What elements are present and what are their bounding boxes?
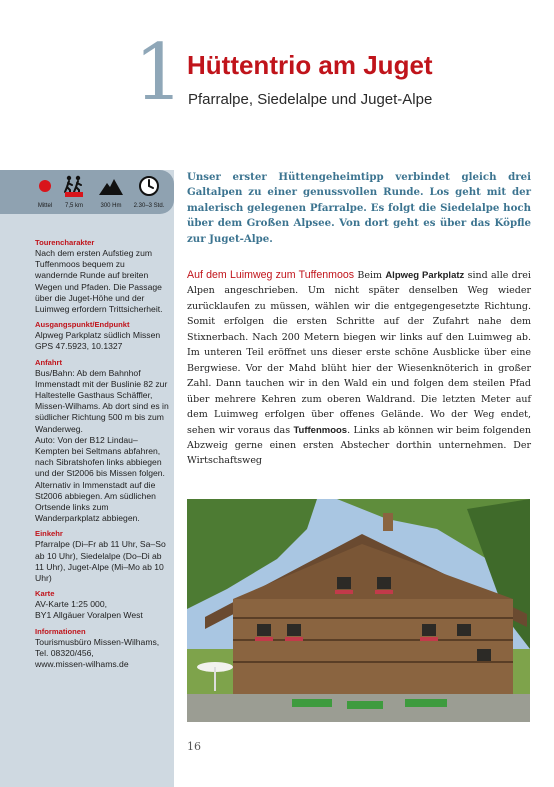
section-text: Nach dem ersten Aufstieg zum Tuffenmoos bequem zu wandernde Runde auf breiten Wegen und Pfaden. Die Passage über die Juget-Höhe und der Luimweg erfordern Trittsicherheit.: [35, 248, 163, 315]
info-line: Tourismusbüro Missen-Wilhams, Tel. 08320/456,: [35, 636, 160, 658]
chapter-number: 1: [134, 28, 184, 118]
section-heading: Einkehr: [35, 529, 63, 539]
arrival-bus-text: Bus/Bahn: Ab dem Bahnhof Immenstadt mit der Buslinie 82 zur Haltestelle Gasthaus Schäffler, Missen-Wilhams. Ab dort sind es in südlicher Richtung 500 m bis zum Wanderweg.: [35, 367, 169, 434]
page-number: 16: [187, 740, 201, 753]
tour-stats-bar: [0, 170, 174, 214]
info-website: www.missen-wilhams.de: [35, 659, 129, 670]
map-line: BY1 Allgäuer Voralpen West: [35, 610, 143, 621]
body-text: . Links ab können wir beim folgenden Abzweig gerne einen ersten Abstecher dorthin unternehmen. Der Wirtschaftsweg: [187, 424, 531, 467]
page-subtitle: Pfarralpe, Siedelalpe und Juget-Alpe: [188, 91, 433, 108]
section-info: [35, 626, 169, 671]
section-start-point: [35, 319, 169, 352]
stat-label: 7,5 km: [64, 203, 83, 209]
hikers-distance-icon: [62, 175, 86, 197]
page-title: Hüttentrio am Juget: [187, 50, 433, 80]
section-arrival: [35, 357, 169, 525]
body-text: Beim: [354, 270, 386, 281]
section-heading: Karte: [35, 589, 55, 599]
map-line: AV-Karte 1:25 000,: [35, 599, 107, 610]
section-heading: Anfahrt: [35, 357, 62, 367]
clock-icon: [138, 175, 160, 197]
body-paragraph: [187, 268, 531, 469]
stat-label: Mittel: [37, 203, 53, 209]
section-lead: Auf dem Luimweg zum Tuffenmoos: [187, 269, 355, 281]
stat-label: 300 Hm: [100, 203, 122, 209]
stat-label: 2.30–3 Std.: [133, 203, 165, 209]
section-map: [35, 588, 169, 621]
gps-coordinates: GPS 47.5923, 10.1327: [35, 341, 123, 352]
tour-facts: [35, 237, 169, 674]
section-text: Alpweg Parkplatz südlich Missen: [35, 330, 161, 341]
section-tour-character: [35, 237, 169, 315]
section-food: [35, 528, 169, 584]
stat-distance: [54, 174, 94, 210]
stat-elevation: [91, 174, 131, 210]
alpine-hut-photo: [187, 499, 530, 722]
tour-info-sidebar: [0, 170, 174, 787]
stat-duration: [129, 174, 169, 210]
mountain-elevation-icon: [98, 176, 124, 196]
body-text: sind alle drei Alpen angeschrieben. Um nicht später denselben Weg wieder zurücklaufen zu müssen, wählen wir die entgegengesetzte Richtung. Somit erfolgen die ersten Schritte auf der Zufahrt nahe dem Stixnerbach. Nach 200 Metern biegen wir links auf den Luimweg ab. Im unteren Teil eröffnet uns dieser erste schöne Ausblicke über eine Bergwiese. Vor der Mahd blüht hier der Wiesenknöterich in großer Zahl. Dann tauchen wir in den Wald ein und folgen dem steilen Pfad über mehrere Kehren zum oberen Waldrand. Die letzten Meter auf dem Luimweg erfolgen über offenes Gelände. Wo der Weg endet, sehen wir voraus das: [187, 270, 531, 436]
intro-paragraph: Unser erster Hüttengeheimtipp verbindet gleich drei Galtalpen zu einer genussvollen Runde. Los geht mit der malerisch gelegenen Pfarralpe. Es folgt die Siedelalpe hoch über dem Großen Alpsee. Von dort geht es über das Köpfle zur Juget-Alpe.: [187, 171, 531, 245]
difficulty-dot-icon: [39, 180, 51, 192]
place-name: Alpweg Parkplatz: [385, 270, 465, 281]
section-heading: Ausgangspunkt/Endpunkt: [35, 320, 130, 330]
section-heading: Informationen: [35, 626, 86, 636]
hut-illustration: [187, 499, 530, 722]
section-heading: Tourencharakter: [35, 238, 95, 247]
place-name: Tuffenmoos: [293, 424, 348, 436]
section-text: Pfarralpe (Di–Fr ab 11 Uhr, Sa–So ab 10 Uhr), Siedelalpe (Do–Di ab 11 Uhr), Juget-Alpe (Mi–Mo ab 10 Uhr): [35, 539, 166, 584]
arrival-car-text: Auto: Von der B12 Lindau–Kempten bei Seltmans abfahren, nach Sibratshofen links abbiegen und der St2006 bis Missen folgen. Alternativ in Immenstadt auf die St2006 abbiegen. Am südlichen Ortsende links zum Wanderparkplatz abbiegen.: [35, 434, 165, 524]
